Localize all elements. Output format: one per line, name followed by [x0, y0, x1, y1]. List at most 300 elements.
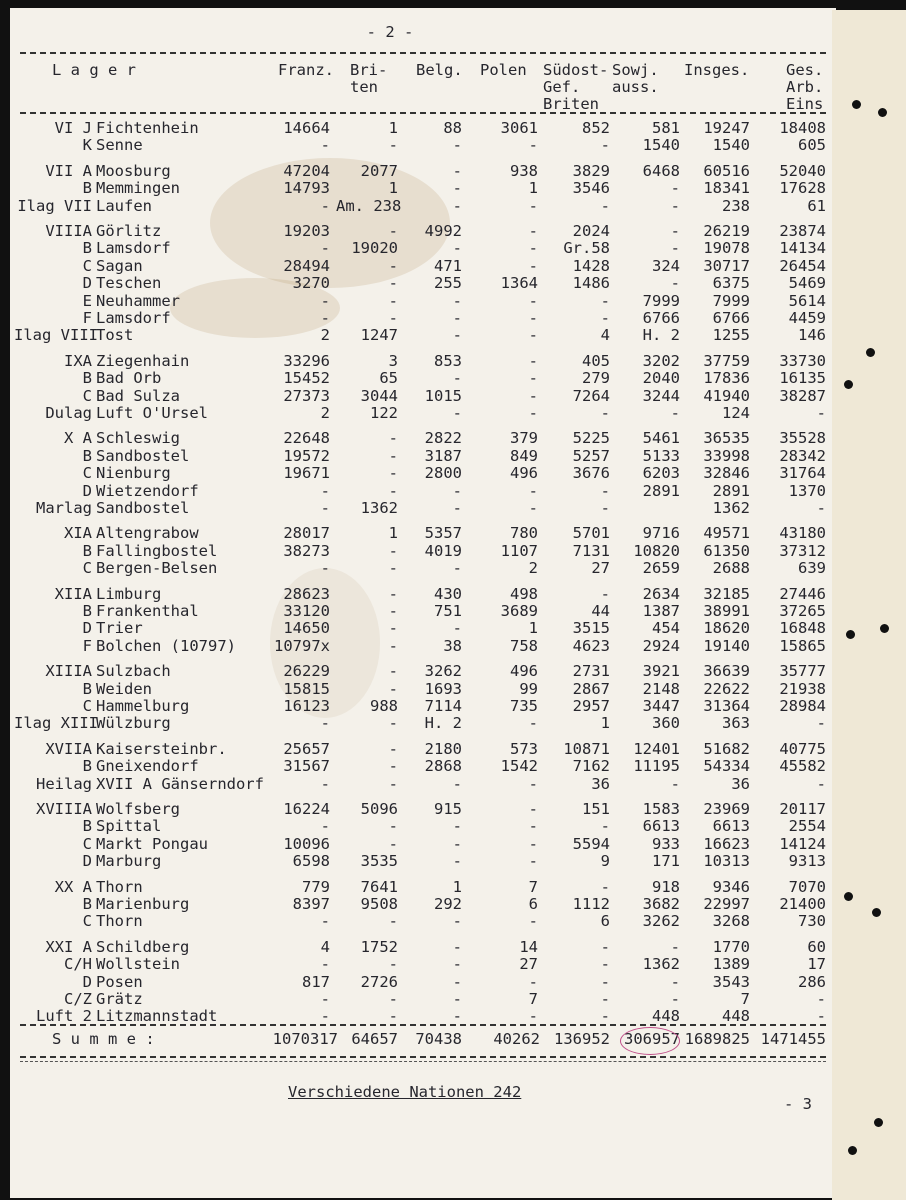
row-cell-belg: - [452, 136, 462, 155]
row-cell-belg: 3262 [424, 662, 462, 681]
row-cell-insg: 7 [740, 990, 750, 1008]
row-camp-name: Wülzburg [96, 714, 171, 733]
row-cell-sued: - [600, 404, 610, 422]
row-cell-belg: 853 [434, 351, 462, 370]
col-header-lager: L a g e r [52, 61, 136, 79]
row-cell-belg: 751 [434, 602, 462, 620]
row-camp-name: XVII A Gänserndorf [96, 774, 264, 793]
binder-tab [832, 10, 906, 1200]
row-cell-arb: 16848 [779, 619, 826, 638]
row-wehrkreis: B [82, 179, 92, 198]
row-cell-sowj: 5461 [642, 429, 680, 448]
row-cell-insg: 18341 [703, 179, 750, 198]
row-cell-brit: - [388, 955, 398, 974]
row-cell-belg: - [452, 912, 462, 931]
row-cell-belg: 2868 [424, 757, 462, 776]
row-cell-sowj: 3682 [642, 895, 680, 913]
row-cell-sowj: 918 [652, 877, 680, 896]
row-cell-brit: 1247 [360, 326, 398, 345]
row-cell-arb: 16135 [779, 369, 826, 388]
row-cell-belg: - [452, 291, 462, 310]
row-cell-sowj: 6468 [642, 161, 680, 180]
row-camp-name: Gneixendorf [96, 757, 199, 776]
row-cell-franz: 31567 [283, 757, 330, 776]
row-cell-belg: 1693 [424, 679, 462, 698]
row-cell-brit: - [388, 679, 398, 698]
row-cell-franz: - [320, 559, 330, 578]
row-cell-belg: - [452, 179, 462, 198]
row-cell-sowj: 12401 [633, 739, 680, 758]
row-camp-name: Posen [96, 972, 143, 991]
row-cell-belg: - [452, 852, 462, 871]
row-cell-arb: 21400 [779, 895, 826, 913]
row-cell-arb: 286 [798, 972, 826, 991]
row-camp-name: Sandbostel [96, 499, 190, 517]
row-cell-polen: - [528, 481, 538, 500]
col-header-franz: Franz. [278, 61, 334, 79]
row-wehrkreis: E [82, 291, 92, 310]
row-wehrkreis: C [82, 559, 92, 578]
row-camp-name: Spittal [96, 817, 162, 836]
row-cell-franz: 16224 [283, 800, 330, 818]
row-camp-name: Laufen [96, 196, 152, 215]
row-cell-belg: - [452, 559, 462, 578]
row-cell-franz: 38273 [283, 541, 330, 560]
row-cell-belg: - [452, 990, 462, 1008]
row-cell-sowj: 6613 [642, 817, 680, 836]
row-cell-sowj: 2634 [642, 584, 680, 603]
row-cell-belg: - [452, 309, 462, 327]
row-cell-insg: 41940 [703, 386, 750, 405]
row-camp-name: Moosburg [96, 161, 171, 180]
row-cell-sowj: - [670, 179, 680, 198]
row-cell-sued: - [600, 196, 610, 215]
row-cell-sued: 3515 [572, 619, 610, 638]
row-cell-insg: 36535 [703, 429, 750, 448]
row-wehrkreis: C [82, 697, 92, 715]
row-cell-brit: - [388, 464, 398, 483]
row-cell-belg: 255 [434, 274, 462, 293]
row-cell-brit: 1 [388, 179, 398, 198]
row-wehrkreis: D [82, 481, 92, 500]
row-cell-polen: 849 [510, 446, 538, 465]
row-cell-brit: - [388, 912, 398, 931]
row-cell-polen: - [528, 774, 538, 793]
row-cell-arb: 18408 [779, 119, 826, 137]
row-camp-name: Markt Pongau [96, 834, 208, 853]
row-cell-arb: 14134 [779, 239, 826, 258]
row-camp-name: Luft O'Ursel [96, 404, 208, 422]
row-camp-name: Weiden [96, 679, 152, 698]
row-cell-polen: - [528, 499, 538, 517]
row-cell-arb: 60 [807, 937, 826, 956]
row-cell-sowj: - [670, 404, 680, 422]
row-cell-sued: 7264 [572, 386, 610, 405]
row-cell-sowj: - [670, 239, 680, 258]
row-cell-arb: 37265 [779, 602, 826, 620]
row-cell-belg: - [452, 369, 462, 388]
row-cell-sowj: 6203 [642, 464, 680, 483]
row-cell-sued: 2867 [572, 679, 610, 698]
row-cell-arb: - [816, 1007, 826, 1026]
row-cell-franz: 3270 [292, 274, 330, 293]
sum-suedost: 136952 [554, 1030, 610, 1048]
row-cell-polen: - [528, 404, 538, 422]
row-cell-sowj: - [670, 990, 680, 1008]
row-wehrkreis: B [82, 541, 92, 560]
row-wehrkreis: XIIIA [45, 662, 92, 681]
row-cell-arb: 38287 [779, 386, 826, 405]
row-cell-insg: 7999 [712, 291, 750, 310]
row-cell-belg: H. 2 [424, 714, 462, 733]
header-bottom-rule [20, 112, 826, 114]
row-cell-sued: 7162 [572, 757, 610, 776]
row-cell-insg: 1255 [712, 326, 750, 345]
row-cell-sowj: 2924 [642, 636, 680, 655]
row-cell-insg: 3543 [712, 972, 750, 991]
col-header-sowj: Sowj. auss. [612, 61, 659, 96]
row-camp-name: Thorn [96, 912, 143, 931]
row-cell-brit: - [388, 481, 398, 500]
row-cell-brit: 7641 [360, 877, 398, 896]
row-cell-sowj: 171 [652, 852, 680, 871]
row-cell-polen: 379 [510, 429, 538, 448]
punch-hole [880, 624, 889, 633]
row-cell-sowj: 581 [652, 119, 680, 137]
row-cell-arb: 5469 [788, 274, 826, 293]
row-cell-sued: 1486 [572, 274, 610, 293]
row-cell-belg: - [452, 326, 462, 345]
row-cell-belg: 7114 [424, 697, 462, 715]
row-wehrkreis: Luft 2 [36, 1007, 92, 1026]
row-cell-sued: - [600, 481, 610, 500]
row-cell-sowj: 1540 [642, 136, 680, 155]
row-cell-sowj: - [670, 774, 680, 793]
row-cell-brit: - [388, 256, 398, 275]
row-cell-sued: 405 [582, 351, 610, 370]
row-cell-insg: 36639 [703, 662, 750, 681]
row-cell-insg: 124 [722, 404, 750, 422]
row-cell-sued: 1 [600, 714, 610, 733]
row-wehrkreis: C/Z [64, 990, 92, 1008]
row-cell-insg: 26219 [703, 222, 750, 240]
row-cell-sowj: 1362 [642, 955, 680, 974]
row-cell-sued: - [600, 136, 610, 155]
row-cell-polen: - [528, 256, 538, 275]
row-cell-brit: - [388, 739, 398, 758]
row-wehrkreis: Dulag [45, 404, 92, 422]
sum-bottom-rule-2 [20, 1061, 826, 1062]
row-cell-sued: - [600, 291, 610, 310]
row-cell-brit: 5096 [360, 800, 398, 818]
sum-briten: 64657 [351, 1030, 398, 1048]
row-camp-name: Fichtenhein [96, 119, 199, 137]
row-cell-franz: 19203 [283, 222, 330, 240]
row-cell-sowj: 3921 [642, 662, 680, 681]
row-cell-franz: 15815 [283, 679, 330, 698]
row-cell-belg: - [452, 937, 462, 956]
row-cell-insg: 1770 [712, 937, 750, 956]
row-cell-polen: - [528, 351, 538, 370]
row-cell-franz: 28623 [283, 584, 330, 603]
row-cell-polen: - [528, 196, 538, 215]
row-cell-polen: - [528, 1007, 538, 1026]
row-cell-franz: 19671 [283, 464, 330, 483]
row-cell-brit: - [388, 990, 398, 1008]
row-cell-franz: 14793 [283, 179, 330, 198]
row-cell-franz: 817 [302, 972, 330, 991]
row-cell-franz: - [320, 136, 330, 155]
punch-hole [872, 908, 881, 917]
row-cell-belg: - [452, 239, 462, 258]
row-wehrkreis: B [82, 895, 92, 913]
row-cell-sued: 10871 [563, 739, 610, 758]
row-cell-sued: 5225 [572, 429, 610, 448]
row-wehrkreis: IXA [64, 351, 92, 370]
row-cell-franz: 19572 [283, 446, 330, 465]
row-cell-arb: 27446 [779, 584, 826, 603]
row-cell-sued: 3676 [572, 464, 610, 483]
row-cell-brit: - [388, 136, 398, 155]
row-camp-name: Sulzbach [96, 662, 171, 681]
row-cell-brit: - [388, 662, 398, 681]
row-cell-franz: 27373 [283, 386, 330, 405]
punch-hole [866, 348, 875, 357]
row-cell-sued: 279 [582, 369, 610, 388]
row-cell-sowj: 11195 [633, 757, 680, 776]
row-cell-franz: - [320, 1007, 330, 1026]
row-cell-brit: 1752 [360, 937, 398, 956]
row-cell-arb: 35528 [779, 429, 826, 448]
row-cell-brit: - [388, 584, 398, 603]
row-cell-sued: 4 [600, 326, 610, 345]
row-cell-brit: Am. 238 [336, 196, 402, 215]
row-cell-sowj: - [670, 222, 680, 240]
row-cell-sued: 9 [600, 852, 610, 871]
row-cell-polen: - [528, 912, 538, 931]
row-cell-arb: 45582 [779, 757, 826, 776]
row-camp-name: Thorn [96, 877, 143, 896]
row-wehrkreis: XIA [64, 524, 92, 543]
row-cell-brit: 1 [388, 524, 398, 543]
row-cell-belg: 471 [434, 256, 462, 275]
row-cell-polen: 780 [510, 524, 538, 543]
row-wehrkreis: D [82, 852, 92, 871]
row-cell-arb: 17 [807, 955, 826, 974]
row-cell-polen: 7 [528, 990, 538, 1008]
row-camp-name: Kaisersteinbr. [96, 739, 227, 758]
row-cell-polen: - [528, 239, 538, 258]
row-cell-sued: 2731 [572, 662, 610, 681]
row-cell-polen: - [528, 369, 538, 388]
row-cell-franz: - [320, 309, 330, 327]
row-wehrkreis: B [82, 679, 92, 698]
row-cell-sued: 5257 [572, 446, 610, 465]
row-camp-name: Wollstein [96, 955, 180, 974]
row-cell-sowj: - [670, 937, 680, 956]
row-cell-belg: - [452, 404, 462, 422]
red-circle-annotation [620, 1027, 680, 1055]
row-cell-sowj: 10820 [633, 541, 680, 560]
row-cell-sued: - [600, 955, 610, 974]
row-cell-brit: - [388, 602, 398, 620]
row-cell-polen: - [528, 222, 538, 240]
row-cell-arb: - [816, 774, 826, 793]
row-cell-insg: 19078 [703, 239, 750, 258]
row-cell-brit: 2726 [360, 972, 398, 991]
row-cell-franz: - [320, 499, 330, 517]
row-cell-polen: 498 [510, 584, 538, 603]
row-cell-franz: - [320, 714, 330, 733]
row-cell-franz: - [320, 774, 330, 793]
row-cell-insg: 23969 [703, 800, 750, 818]
row-cell-belg: - [452, 619, 462, 638]
row-cell-insg: 448 [722, 1007, 750, 1026]
row-cell-arb: 26454 [779, 256, 826, 275]
row-cell-insg: 6613 [712, 817, 750, 836]
row-cell-franz: 2 [320, 404, 330, 422]
row-cell-belg: - [452, 817, 462, 836]
row-cell-polen: 735 [510, 697, 538, 715]
row-cell-franz: 6598 [292, 852, 330, 871]
row-cell-insg: 22997 [703, 895, 750, 913]
row-cell-insg: 363 [722, 714, 750, 733]
row-cell-brit: 3535 [360, 852, 398, 871]
row-cell-brit: - [388, 817, 398, 836]
sum-top-rule [20, 1024, 826, 1026]
row-wehrkreis: Ilag XIII [14, 714, 98, 733]
row-cell-sued: 3829 [572, 161, 610, 180]
row-cell-belg: 5357 [424, 524, 462, 543]
row-camp-name: Wietzendorf [96, 481, 199, 500]
row-cell-franz: 26229 [283, 662, 330, 681]
row-cell-franz: 25657 [283, 739, 330, 758]
row-cell-sowj: 3262 [642, 912, 680, 931]
row-cell-polen: 3061 [500, 119, 538, 137]
row-camp-name: Sagan [96, 256, 143, 275]
sum-franz: 1070317 [272, 1030, 338, 1048]
punch-hole [852, 100, 861, 109]
row-cell-insg: 9346 [712, 877, 750, 896]
row-cell-sued: 1112 [572, 895, 610, 913]
row-cell-sued: 36 [591, 774, 610, 793]
row-cell-arb: 639 [798, 559, 826, 578]
row-cell-insg: 32185 [703, 584, 750, 603]
row-cell-sued: 5701 [572, 524, 610, 543]
row-cell-sued: 151 [582, 800, 610, 818]
row-cell-franz: - [320, 196, 330, 215]
row-cell-sowj: 3202 [642, 351, 680, 370]
row-cell-polen: 6 [528, 895, 538, 913]
row-cell-sowj: 1387 [642, 602, 680, 620]
row-cell-sued: - [600, 309, 610, 327]
row-cell-belg: 3187 [424, 446, 462, 465]
row-cell-brit: - [388, 1007, 398, 1026]
row-camp-name: Marburg [96, 852, 162, 871]
row-cell-polen: 99 [519, 679, 538, 698]
row-camp-name: Sandbostel [96, 446, 190, 465]
row-cell-sued: 2957 [572, 697, 610, 715]
row-cell-sowj: - [670, 972, 680, 991]
row-cell-insg: 61350 [703, 541, 750, 560]
row-cell-insg: 238 [722, 196, 750, 215]
row-cell-arb: 37312 [779, 541, 826, 560]
row-cell-polen: - [528, 714, 538, 733]
row-wehrkreis: C [82, 464, 92, 483]
punch-hole [878, 108, 887, 117]
row-camp-name: Wolfsberg [96, 800, 180, 818]
row-cell-belg: 88 [443, 119, 462, 137]
row-cell-arb: - [816, 990, 826, 1008]
row-cell-insg: 6766 [712, 309, 750, 327]
sum-insges: 1689825 [684, 1030, 750, 1048]
header-top-rule [20, 52, 826, 54]
row-wehrkreis: Ilag VII [17, 196, 92, 215]
row-cell-polen: - [528, 852, 538, 871]
row-cell-franz: 28494 [283, 256, 330, 275]
row-cell-arb: 28984 [779, 697, 826, 715]
row-cell-arb: 33730 [779, 351, 826, 370]
row-cell-insg: 19140 [703, 636, 750, 655]
row-camp-name: Senne [96, 136, 143, 155]
row-cell-arb: 605 [798, 136, 826, 155]
row-camp-name: Teschen [96, 274, 162, 293]
row-camp-name: Tost [96, 326, 134, 345]
page-number: - 2 - [366, 23, 414, 41]
row-wehrkreis: B [82, 369, 92, 388]
row-cell-brit: - [388, 429, 398, 448]
row-camp-name: Ziegenhain [96, 351, 190, 370]
row-cell-arb: 9313 [788, 852, 826, 871]
row-camp-name: Memmingen [96, 179, 180, 198]
sum-ges-arb: 1471455 [760, 1030, 826, 1048]
row-cell-belg: 292 [434, 895, 462, 913]
row-cell-insg: 3268 [712, 912, 750, 931]
row-camp-name: Nienburg [96, 464, 171, 483]
row-cell-arb: - [816, 714, 826, 733]
row-cell-sowj: 324 [652, 256, 680, 275]
row-cell-franz: - [320, 990, 330, 1008]
row-camp-name: Schildberg [96, 937, 190, 956]
row-cell-arb: 15865 [779, 636, 826, 655]
row-cell-franz: 8397 [292, 895, 330, 913]
row-cell-insg: 16623 [703, 834, 750, 853]
row-cell-franz: 10096 [283, 834, 330, 853]
row-cell-arb: 17628 [779, 179, 826, 198]
col-header-briten: Bri- ten [350, 61, 388, 96]
row-cell-polen: - [528, 291, 538, 310]
row-cell-arb: 43180 [779, 524, 826, 543]
row-cell-arb: - [816, 499, 826, 517]
row-cell-belg: - [452, 1007, 462, 1026]
row-cell-franz: 14650 [283, 619, 330, 638]
punch-hole [848, 1146, 857, 1155]
row-cell-sued: 2024 [572, 222, 610, 240]
col-header-polen: Polen [480, 61, 527, 79]
row-cell-belg: 2822 [424, 429, 462, 448]
row-cell-polen: 1 [528, 619, 538, 638]
row-cell-polen: - [528, 326, 538, 345]
row-cell-belg: 915 [434, 800, 462, 818]
row-wehrkreis: XVIIIA [36, 800, 92, 818]
row-cell-polen: 3689 [500, 602, 538, 620]
row-cell-brit: - [388, 559, 398, 578]
row-cell-polen: 1542 [500, 757, 538, 776]
row-cell-arb: 23874 [779, 222, 826, 240]
col-header-suedost: Südost- Gef. Briten [543, 61, 609, 113]
row-camp-name: Hammelburg [96, 697, 190, 715]
row-cell-sowj: 3447 [642, 697, 680, 715]
